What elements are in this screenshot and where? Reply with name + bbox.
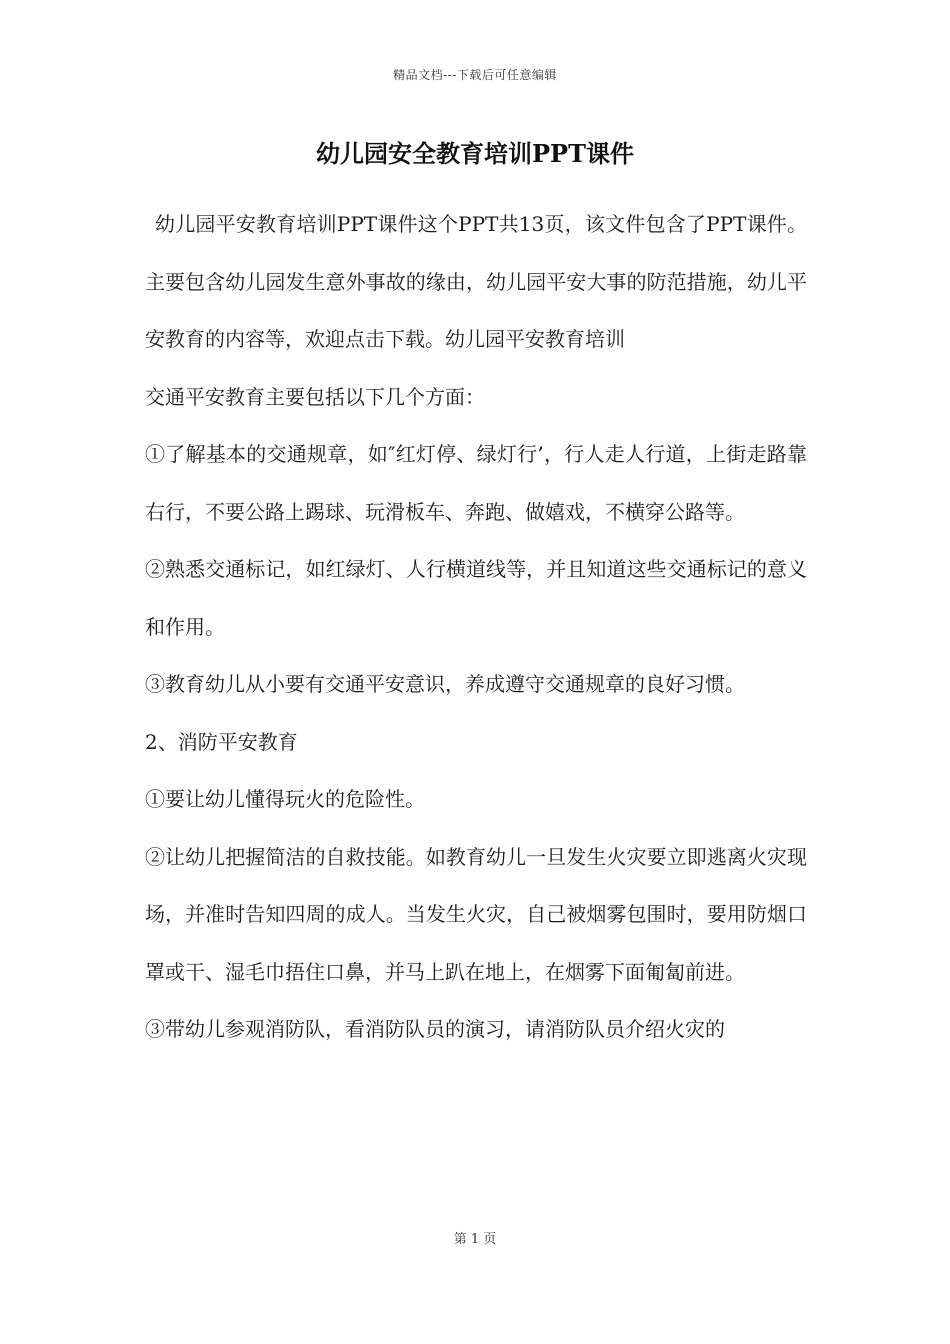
- paragraph-fire-1: ①要让幼儿懂得玩火的危险性。: [145, 787, 425, 811]
- paragraph-traffic-heading: 交通平安教育主要包括以下几个方面：: [145, 384, 485, 409]
- paragraph-traffic-2: ②熟悉交通标记，如红绿灯、人行横道线等，并且知道这些交通标记的意义和作用。: [145, 557, 807, 639]
- paragraph-intro: 幼儿园平安教育培训PPT课件这个PPT共13页，该文件包含了PPT课件。主要包含幼儿园发生意外事故的缘由，幼儿园平安大事的防范措施，幼儿平安教育的内容等，欢迎点击下载。幼儿园平安教育培训: [145, 212, 807, 351]
- paragraph-fire-heading: 2、消防平安教育: [145, 729, 298, 754]
- header-note: 精品文档---下载后可任意编辑: [393, 68, 557, 82]
- document-body: [145, 196, 807, 1059]
- page-number: 第 1 页: [453, 1232, 497, 1247]
- paragraph-traffic-1: ①了解基本的交通规章，如″红灯停、绿灯行’，行人走人行道，上街走路靠右行，不要公路上踢球、玩滑板车、奔跑、做嬉戏，不横穿公路等。: [145, 442, 807, 524]
- paragraph-fire-3: ③带幼儿参观消防队，看消防队员的演习，请消防队员介绍火灾的: [145, 1017, 725, 1041]
- paragraph-traffic-3: ③教育幼儿从小要有交通平安意识，养成遵守交通规章的良好习惯。: [145, 672, 745, 696]
- document-title: 幼儿园安全教育培训PPT课件: [316, 139, 634, 168]
- paragraph-fire-2: ②让幼儿把握简洁的自救技能。如教育幼儿一旦发生火灾要立即逃离火灾现场，并准时告知四周的成人。当发生火灾，自己被烟雾包围时，要用防烟口罩或干、湿毛巾捂住口鼻，并马上趴在地上，在烟雾下面匍匐前进。: [145, 844, 807, 984]
